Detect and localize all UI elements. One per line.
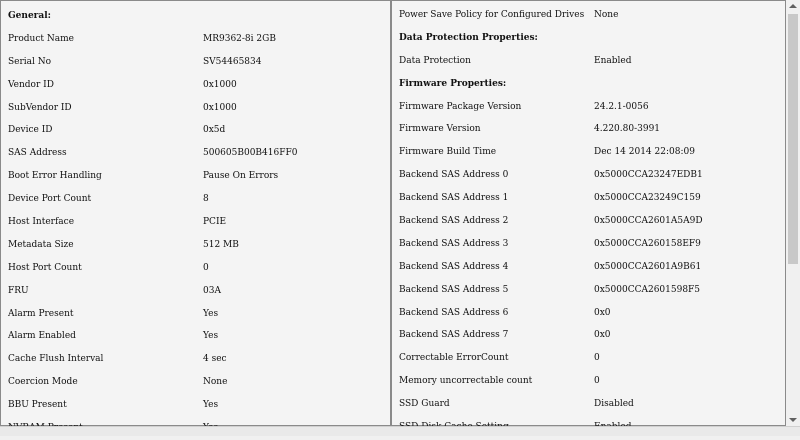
property-value: 0 xyxy=(594,376,600,387)
property-row xyxy=(1,142,391,165)
property-label: SSD Guard xyxy=(399,399,450,410)
property-value: None xyxy=(203,377,228,388)
property-label: Alarm Present xyxy=(8,308,74,319)
property-value: 0 xyxy=(203,262,209,273)
section-title: Firmware Properties: xyxy=(399,78,507,89)
section-header xyxy=(392,73,785,96)
property-label: Coercion Mode xyxy=(8,377,78,388)
property-label: Backend SAS Address 5 xyxy=(399,284,509,295)
property-row xyxy=(392,50,785,73)
property-label: Firmware Build Time xyxy=(399,147,497,158)
property-row xyxy=(1,28,391,51)
property-row xyxy=(392,233,785,256)
property-value: 0x5000CCA23247EDB1 xyxy=(594,170,703,181)
property-row xyxy=(392,302,785,325)
property-value: 0x0 xyxy=(594,330,611,341)
property-value: 4 sec xyxy=(203,354,227,365)
property-row xyxy=(1,74,391,97)
property-value: 0x5000CCA23249C159 xyxy=(594,193,701,204)
property-row xyxy=(392,164,785,187)
property-label: Firmware Package Version xyxy=(399,101,522,112)
section-header xyxy=(392,27,785,50)
property-row xyxy=(392,393,785,416)
property-row xyxy=(392,4,785,27)
property-label: Alarm Enabled xyxy=(8,331,76,342)
property-value: 0x0 xyxy=(594,307,611,318)
property-row xyxy=(392,210,785,233)
property-row xyxy=(392,141,785,164)
property-label: Cache Flush Interval xyxy=(8,354,104,365)
scrollbar-thumb[interactable] xyxy=(788,14,798,264)
property-label: SubVendor ID xyxy=(8,102,72,113)
property-label: Memory uncorrectable count xyxy=(399,376,533,387)
property-row xyxy=(1,97,391,120)
property-label: Backend SAS Address 0 xyxy=(399,170,509,181)
property-value: 8 xyxy=(203,194,209,205)
property-value: 512 MB xyxy=(203,239,239,250)
property-label: Backend SAS Address 7 xyxy=(399,330,509,341)
property-row xyxy=(1,51,391,74)
property-label: Device ID xyxy=(8,125,53,136)
property-value: 4.220.80-3991 xyxy=(594,124,661,135)
property-row xyxy=(392,279,785,302)
scroll-down-arrow-icon[interactable] xyxy=(789,418,797,422)
property-row xyxy=(1,394,391,417)
property-row xyxy=(1,234,391,257)
property-value: Yes xyxy=(203,400,219,411)
property-label: Power Save Policy for Configured Drives xyxy=(399,10,585,20)
property-value: 0x1000 xyxy=(203,79,237,90)
property-row xyxy=(392,347,785,370)
property-value: Dec 14 2014 22:08:09 xyxy=(594,147,695,158)
left-properties-column xyxy=(1,1,391,425)
property-value: Yes xyxy=(203,331,219,342)
section-title: Data Protection Properties: xyxy=(399,32,538,43)
property-row xyxy=(1,165,391,188)
property-label: Metadata Size xyxy=(8,239,74,250)
property-row xyxy=(392,370,785,393)
property-value: Disabled xyxy=(594,399,634,410)
property-row xyxy=(392,96,785,119)
property-value: 0x5000CCA2601A5A9D xyxy=(594,216,703,227)
property-value: 03A xyxy=(203,285,221,296)
property-label: Firmware Version xyxy=(399,124,481,135)
property-value: 0x5d xyxy=(203,125,226,136)
right-properties-column xyxy=(392,1,785,425)
property-label: Host Interface xyxy=(8,217,75,228)
property-row xyxy=(392,187,785,210)
property-value: Yes xyxy=(203,308,219,319)
property-label: Data Protection xyxy=(399,55,471,66)
property-value: PCIE xyxy=(203,217,227,228)
property-label: Backend SAS Address 4 xyxy=(399,261,509,272)
property-label: Vendor ID xyxy=(8,79,54,90)
property-label: Serial No xyxy=(8,56,52,67)
property-row xyxy=(1,188,391,211)
property-value: SV54465834 xyxy=(203,56,262,67)
property-row xyxy=(1,211,391,234)
property-row xyxy=(1,348,391,371)
property-value: Enabled xyxy=(594,55,632,66)
property-row xyxy=(392,118,785,141)
property-value: 0x5000CCA2601598F5 xyxy=(594,284,701,295)
property-row xyxy=(1,325,391,348)
section-header xyxy=(1,5,391,28)
property-label: Backend SAS Address 3 xyxy=(399,238,509,249)
property-label: FRU xyxy=(8,285,29,296)
property-value: 0x5000CCA260158EF9 xyxy=(594,238,701,249)
property-row xyxy=(392,324,785,347)
property-value: None xyxy=(594,10,619,20)
property-label: Host Port Count xyxy=(8,262,82,273)
property-label: Backend SAS Address 2 xyxy=(399,216,509,227)
property-label: Backend SAS Address 6 xyxy=(399,307,509,318)
vertical-scrollbar[interactable] xyxy=(786,0,800,426)
property-row xyxy=(1,257,391,280)
property-value: 0x1000 xyxy=(203,102,237,113)
property-label: Correctable ErrorCount xyxy=(399,353,509,364)
property-label: SAS Address xyxy=(8,148,67,159)
horizontal-scrollbar[interactable] xyxy=(0,426,800,436)
property-value: 0 xyxy=(594,353,600,364)
property-row xyxy=(1,371,391,394)
property-label: Backend SAS Address 1 xyxy=(399,193,509,204)
property-label: BBU Present xyxy=(8,400,67,411)
property-label: Device Port Count xyxy=(8,194,92,205)
property-value: MR9362-8i 2GB xyxy=(203,33,276,44)
property-label: Boot Error Handling xyxy=(8,171,102,182)
property-value: 500605B00B416FF0 xyxy=(203,148,298,159)
property-value: 24.2.1-0056 xyxy=(594,101,649,112)
property-label: Product Name xyxy=(8,33,74,44)
property-row xyxy=(1,303,391,326)
property-row xyxy=(1,119,391,142)
property-value: 0x5000CCA2601A9B61 xyxy=(594,261,702,272)
property-row xyxy=(392,256,785,279)
property-row xyxy=(1,280,391,303)
property-value: Pause On Errors xyxy=(203,171,279,182)
scroll-up-arrow-icon[interactable] xyxy=(789,4,797,8)
section-title: General: xyxy=(8,11,51,21)
